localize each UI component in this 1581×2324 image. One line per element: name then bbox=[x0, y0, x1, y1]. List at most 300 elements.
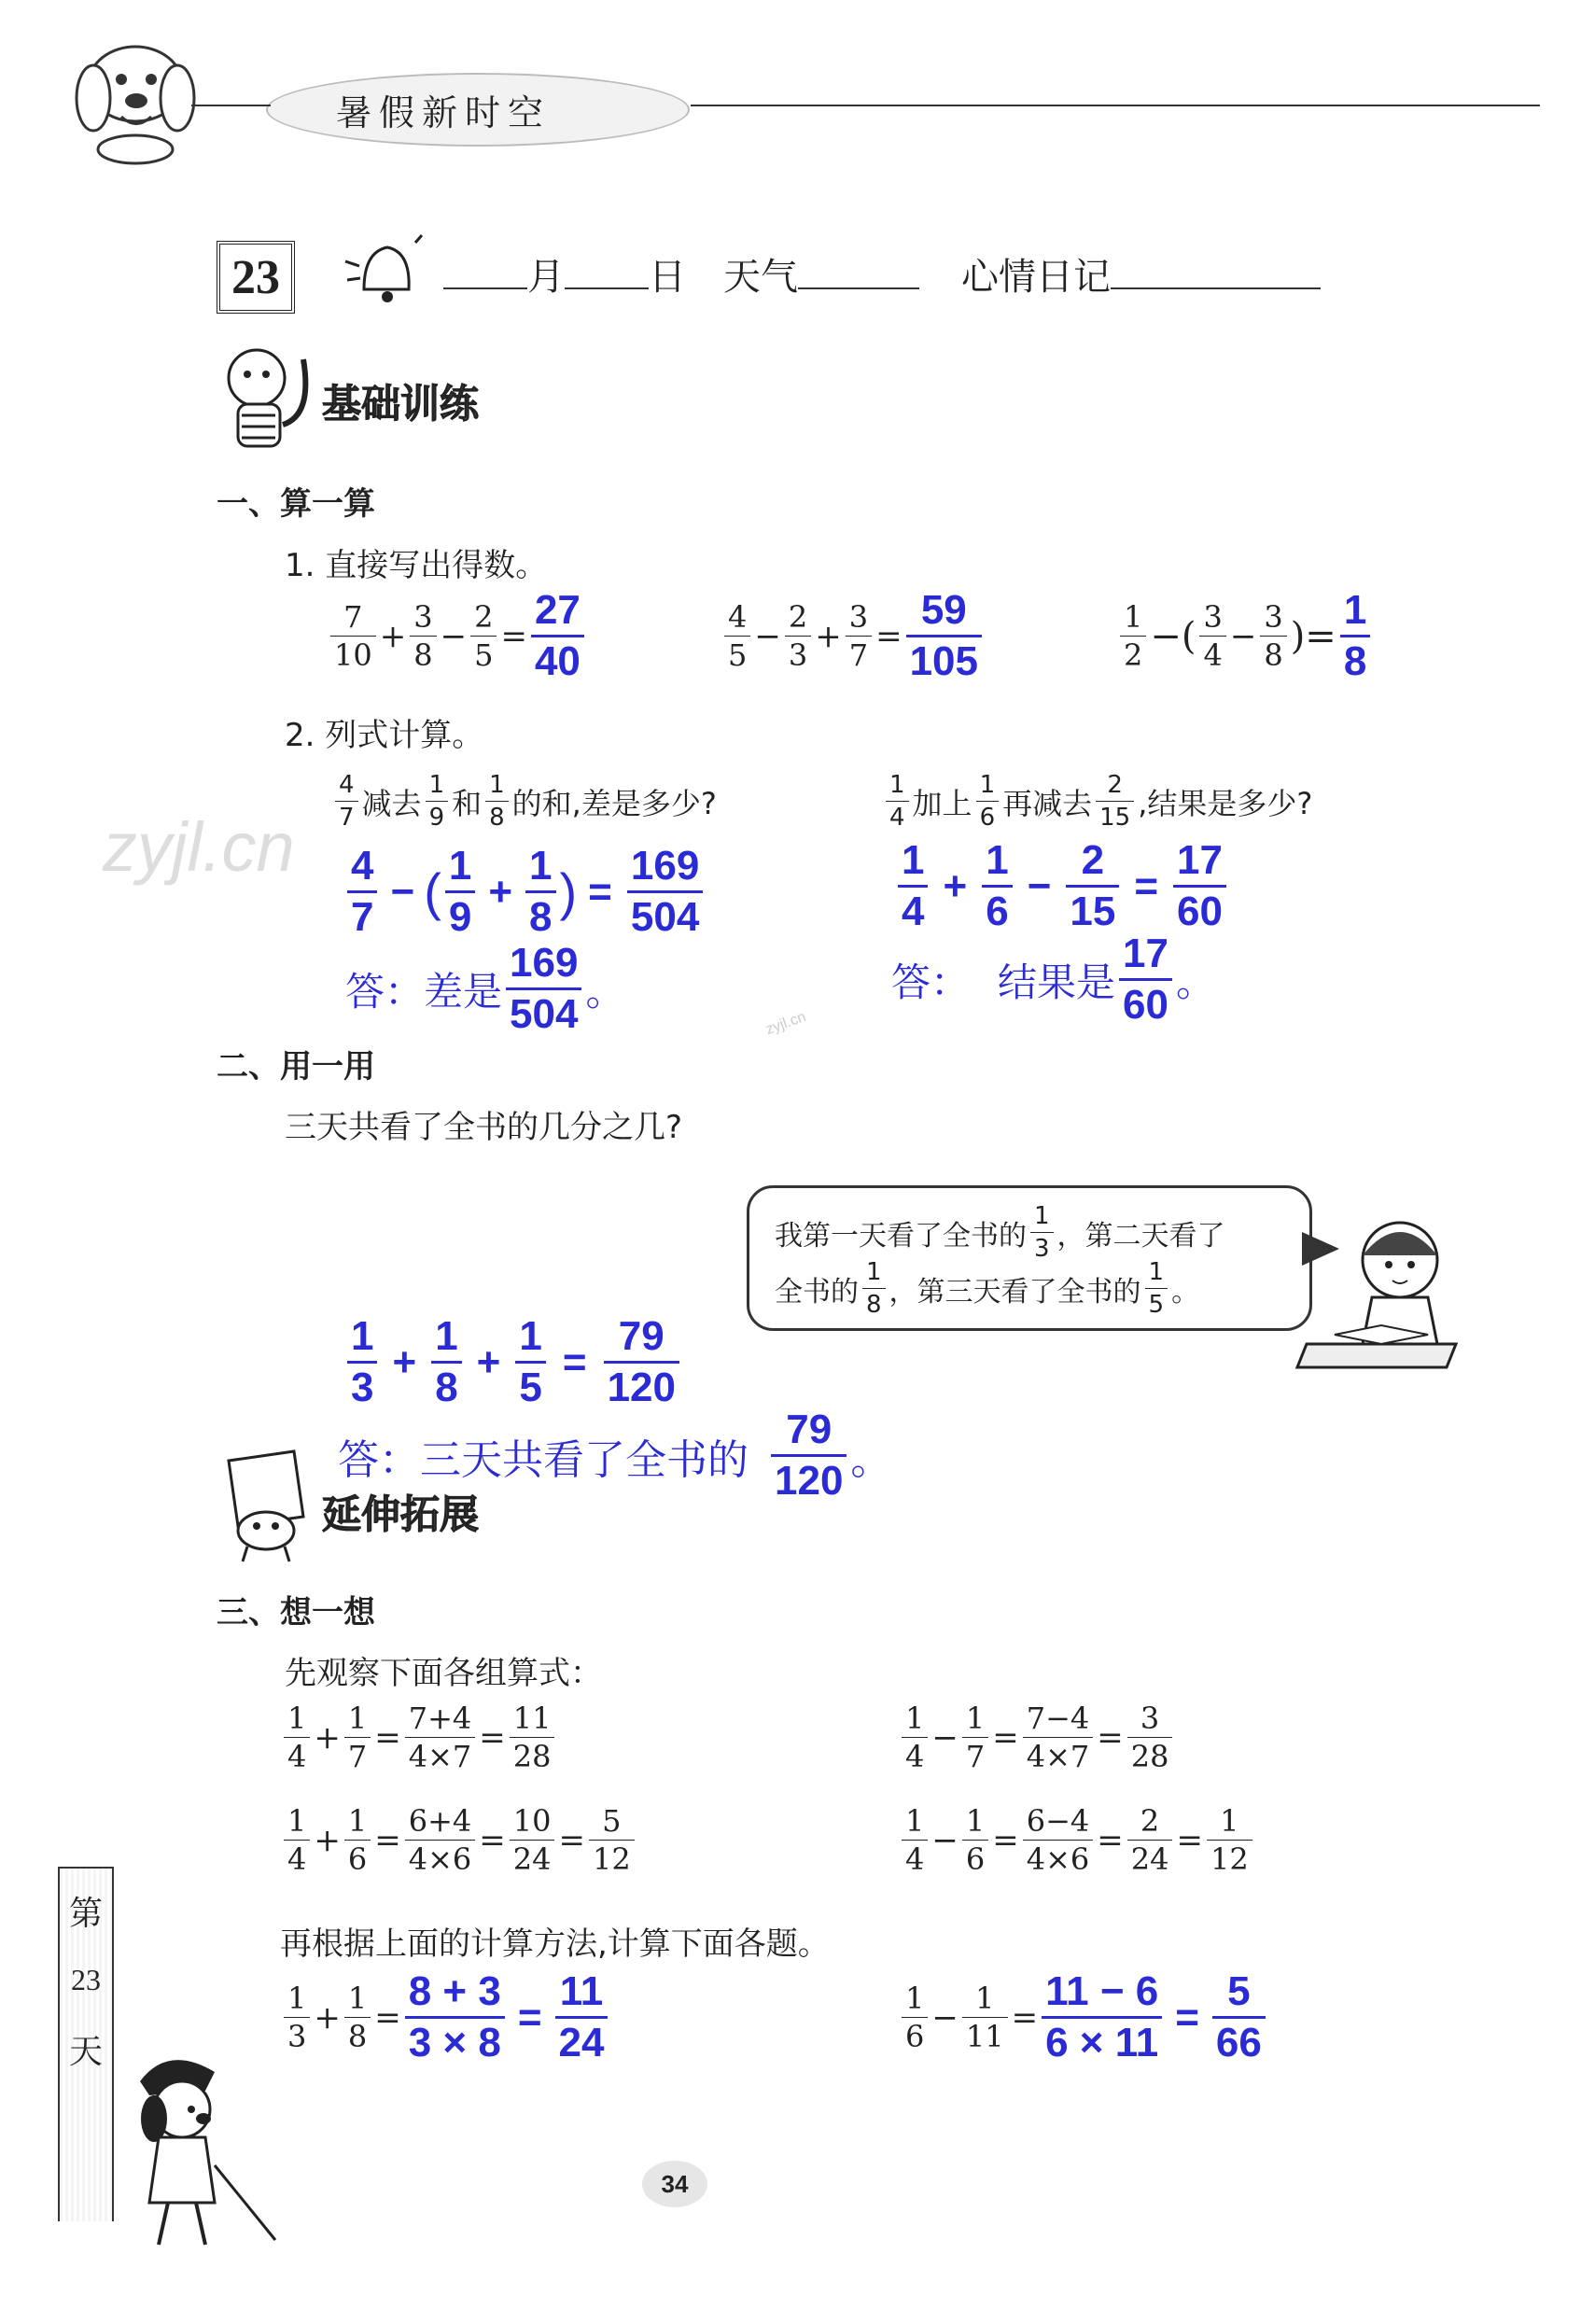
operator: + bbox=[314, 1821, 341, 1859]
numerator: 5 bbox=[1227, 1968, 1251, 2014]
numerator: 2 bbox=[1140, 1803, 1160, 1839]
fraction bbox=[344, 1701, 371, 1774]
numerator: 6−4 bbox=[1026, 1803, 1090, 1839]
operator: = bbox=[992, 1718, 1019, 1757]
side-day-tab bbox=[58, 1867, 114, 2221]
denominator: 6 bbox=[962, 1840, 988, 1874]
denominator: 4×7 bbox=[405, 1737, 476, 1771]
denominator: 120 bbox=[604, 1361, 679, 1408]
operator: ) bbox=[559, 862, 578, 921]
denominator: 28 bbox=[510, 1737, 555, 1771]
denominator: 11 bbox=[962, 2017, 1008, 2051]
numerator: 1 bbox=[529, 843, 553, 889]
numerator: 1 bbox=[986, 837, 1009, 883]
fraction bbox=[1199, 599, 1225, 673]
fraction bbox=[1066, 837, 1119, 934]
numerator: 1 bbox=[351, 1313, 374, 1359]
denominator: 7 bbox=[335, 801, 358, 830]
fraction bbox=[1173, 837, 1226, 934]
numerator: 1 bbox=[889, 771, 905, 799]
fraction bbox=[962, 1701, 988, 1774]
numerator: 1 bbox=[905, 1701, 925, 1736]
denominator: 12 bbox=[1207, 1840, 1252, 1874]
fraction bbox=[284, 1701, 310, 1774]
fraction bbox=[886, 773, 909, 830]
fraction bbox=[1127, 1701, 1173, 1774]
numerator: 1 bbox=[1124, 599, 1143, 635]
fraction bbox=[902, 1981, 928, 2054]
operator: = bbox=[1176, 1821, 1203, 1859]
denominator: 4 bbox=[886, 801, 909, 830]
answer-fraction bbox=[1042, 1968, 1162, 2065]
cartoon-dog-bottom-icon bbox=[112, 2044, 280, 2268]
numerator: 8 + 3 bbox=[408, 1968, 501, 2014]
denominator: 8 bbox=[1260, 636, 1286, 670]
operator: = bbox=[374, 1718, 401, 1757]
denominator: 24 bbox=[510, 1840, 555, 1874]
fraction bbox=[506, 940, 581, 1037]
section3-heading: 三、想一想 bbox=[217, 1594, 375, 1631]
fraction bbox=[405, 1803, 476, 1877]
numerator: 1 bbox=[347, 1701, 368, 1736]
numerator: 169 bbox=[630, 843, 700, 889]
fraction bbox=[982, 837, 1012, 934]
text: ,结果是多少? bbox=[1138, 785, 1313, 821]
example-2 bbox=[898, 1701, 1176, 1774]
fraction bbox=[1145, 1260, 1168, 1317]
operator: + bbox=[314, 1998, 341, 2037]
weather-label: 天气 bbox=[723, 256, 798, 299]
fraction bbox=[976, 773, 1000, 830]
basic-training-title: 基础训练 bbox=[322, 381, 480, 427]
weather-blank[interactable] bbox=[798, 259, 919, 289]
operator: = bbox=[1097, 1718, 1124, 1757]
header-mascot-dog bbox=[65, 28, 205, 168]
q1-expression-3 bbox=[1116, 587, 1374, 684]
numerator: 17 bbox=[1177, 837, 1223, 883]
denominator: 7 bbox=[347, 890, 377, 938]
diary-line bbox=[443, 247, 1321, 301]
fraction bbox=[862, 1260, 886, 1317]
q2-label: 2. 列式计算。 bbox=[285, 717, 484, 754]
fraction bbox=[405, 1701, 476, 1774]
operator: − bbox=[754, 617, 781, 655]
fraction bbox=[510, 1803, 555, 1877]
text: 答：差是 bbox=[345, 968, 503, 1015]
numerator: 6+4 bbox=[408, 1803, 472, 1839]
operator: ( bbox=[424, 862, 441, 921]
numerator: 1 bbox=[489, 771, 505, 799]
numerator: 1 bbox=[287, 1981, 307, 2016]
text: 答：三天共看了全书的 bbox=[338, 1435, 749, 1484]
denominator: 6 bbox=[902, 2017, 928, 2051]
denominator: 66 bbox=[1212, 2016, 1266, 2064]
numerator: 169 bbox=[510, 940, 579, 986]
section1-heading: 一、算一算 bbox=[217, 485, 375, 523]
numerator: 1 bbox=[1220, 1803, 1239, 1839]
numerator: 1 bbox=[287, 1701, 307, 1736]
side-tab-char-1: 第 bbox=[68, 1895, 103, 1933]
q1-expression-2 bbox=[721, 587, 986, 684]
numerator: 1 bbox=[1148, 1258, 1165, 1286]
numerator: 1 bbox=[519, 1313, 542, 1359]
section2-heading: 二、用一用 bbox=[217, 1048, 375, 1085]
numerator: 2 bbox=[1081, 837, 1105, 883]
operator: = bbox=[1097, 1821, 1124, 1859]
s3-instruction: 再根据上面的计算方法,计算下面各题。 bbox=[280, 1925, 830, 1963]
denominator: 4 bbox=[898, 885, 928, 932]
mood-label: 心情日记 bbox=[961, 256, 1111, 299]
fraction bbox=[604, 1313, 679, 1410]
day-number: 23 bbox=[231, 250, 280, 304]
numerator: 1 bbox=[435, 1313, 458, 1359]
operator: − bbox=[440, 617, 468, 655]
fraction bbox=[284, 1981, 310, 2054]
s2-question: 三天共看了全书的几分之几? bbox=[285, 1109, 683, 1146]
denominator: 10 bbox=[330, 636, 376, 670]
numerator: 7 bbox=[343, 599, 363, 635]
denominator: 3 bbox=[347, 1361, 377, 1408]
denominator: 3 bbox=[785, 636, 811, 670]
fraction bbox=[1127, 1803, 1173, 1877]
answer-fraction bbox=[555, 1968, 609, 2065]
day-number-box bbox=[217, 241, 295, 314]
q2-left-work bbox=[343, 843, 707, 940]
denominator: 6 bbox=[976, 801, 1000, 830]
text: 和 bbox=[452, 785, 483, 821]
fraction bbox=[898, 837, 928, 934]
numerator: 1 bbox=[1343, 587, 1367, 633]
text: 答： bbox=[891, 959, 971, 1005]
fraction bbox=[1096, 773, 1134, 830]
numerator: 11 bbox=[559, 1968, 604, 2014]
puppy-frame-mascot-icon bbox=[210, 1442, 322, 1563]
operator: )= bbox=[1290, 614, 1336, 658]
numerator: 3 bbox=[1264, 599, 1283, 635]
text: 加上 bbox=[912, 785, 972, 821]
denominator: 24 bbox=[1127, 1840, 1173, 1874]
denominator: 4 bbox=[1199, 636, 1225, 670]
fraction bbox=[785, 599, 811, 673]
operator: = bbox=[479, 1821, 506, 1859]
numerator: 1 bbox=[347, 1981, 368, 2016]
text: 。 bbox=[1171, 1275, 1200, 1309]
answer-fraction bbox=[906, 587, 982, 684]
example-1 bbox=[280, 1701, 558, 1774]
numerator: 1 bbox=[979, 771, 996, 799]
denominator: 28 bbox=[1127, 1737, 1173, 1771]
denominator: 4 bbox=[902, 1840, 928, 1874]
denominator: 5 bbox=[515, 1361, 545, 1408]
girl-reading-illustration bbox=[1288, 1204, 1475, 1391]
q2-left-answer bbox=[345, 940, 625, 1037]
header-title: 暑假新时空 bbox=[336, 92, 552, 133]
numerator: 1 bbox=[1034, 1202, 1050, 1230]
denominator: 7 bbox=[846, 636, 872, 670]
watermark-small: zyjl.cn bbox=[763, 1008, 808, 1039]
s2-work bbox=[343, 1313, 683, 1410]
denominator: 120 bbox=[771, 1454, 846, 1502]
denominator: 4 bbox=[902, 1737, 928, 1771]
text: 结果是 bbox=[998, 959, 1116, 1005]
denominator: 105 bbox=[906, 635, 982, 682]
fraction bbox=[902, 1803, 928, 1877]
denominator: 504 bbox=[506, 987, 581, 1035]
denominator: 8 bbox=[431, 1361, 461, 1408]
operator: + bbox=[379, 617, 407, 655]
numerator: 1 bbox=[902, 837, 925, 883]
text: ，第二天看了 bbox=[1056, 1219, 1225, 1253]
numerator: 1 bbox=[905, 1803, 925, 1839]
operator: − bbox=[1027, 862, 1052, 909]
q1-label: 1. 直接写出得数。 bbox=[285, 547, 548, 584]
denominator: 8 bbox=[485, 801, 509, 830]
fraction bbox=[431, 1313, 461, 1410]
operator: + bbox=[476, 1338, 501, 1385]
day-label: 日 bbox=[649, 256, 686, 299]
numerator: 3 bbox=[1140, 1701, 1160, 1736]
operator: −( bbox=[1150, 614, 1196, 658]
operator: = bbox=[1011, 1998, 1039, 2037]
denominator: 5 bbox=[470, 636, 497, 670]
numerator: 2 bbox=[788, 599, 808, 635]
operator: = bbox=[875, 617, 902, 655]
text: 。 bbox=[585, 968, 625, 1015]
side-tab-char-2: 天 bbox=[68, 2033, 103, 2071]
bubble-line-2 bbox=[775, 1260, 1199, 1317]
numerator: 1 bbox=[287, 1803, 307, 1839]
operator: − bbox=[1229, 617, 1257, 655]
operator: − bbox=[931, 1821, 958, 1859]
fraction bbox=[1030, 1204, 1054, 1261]
operator: = bbox=[479, 1718, 506, 1757]
operator: + bbox=[943, 862, 968, 909]
operator: = bbox=[992, 1821, 1019, 1859]
numerator: 1 bbox=[965, 1803, 986, 1839]
q2-right-question bbox=[882, 773, 1312, 830]
q2-right-answer bbox=[891, 933, 1215, 1026]
tiger-mascot-icon bbox=[210, 341, 322, 453]
answer-fraction bbox=[1340, 587, 1370, 684]
fraction bbox=[1120, 599, 1146, 673]
denominator: 6 bbox=[344, 1840, 371, 1874]
denominator: 4 bbox=[284, 1737, 310, 1771]
answer-fraction bbox=[531, 587, 584, 684]
text: 再减去 bbox=[1002, 785, 1093, 821]
fraction bbox=[445, 843, 475, 940]
denominator: 5 bbox=[1145, 1288, 1168, 1317]
s3-intro: 先观察下面各组算式： bbox=[285, 1655, 602, 1692]
operator: = bbox=[562, 1338, 587, 1385]
fraction bbox=[1260, 599, 1286, 673]
denominator: 4 bbox=[284, 1840, 310, 1874]
fraction bbox=[347, 843, 377, 940]
fraction bbox=[344, 1981, 371, 2054]
numerator: 3 bbox=[413, 599, 433, 635]
operator: = bbox=[374, 1998, 401, 2037]
denominator: 6 bbox=[982, 885, 1012, 932]
fraction bbox=[1207, 1803, 1252, 1877]
numerator: 4 bbox=[351, 843, 374, 889]
denominator: 8 bbox=[410, 636, 436, 670]
fraction bbox=[410, 599, 436, 673]
answer-fraction bbox=[1212, 1968, 1266, 2065]
text: 。 bbox=[850, 1435, 892, 1484]
denominator: 7 bbox=[344, 1737, 371, 1771]
fraction bbox=[426, 773, 449, 830]
q2-left-question bbox=[331, 773, 717, 830]
operator: − bbox=[931, 1718, 958, 1757]
fraction bbox=[962, 1803, 988, 1877]
fraction bbox=[589, 1803, 635, 1877]
numerator: 79 bbox=[618, 1313, 665, 1359]
fraction bbox=[515, 1313, 545, 1410]
answer-fraction bbox=[405, 1968, 505, 2065]
example-3 bbox=[280, 1803, 638, 1877]
numerator: 7−4 bbox=[1026, 1701, 1090, 1736]
mood-blank[interactable] bbox=[1111, 259, 1321, 289]
denominator: 504 bbox=[627, 890, 703, 938]
fraction bbox=[510, 1701, 555, 1774]
practice-1 bbox=[280, 1968, 611, 2065]
watermark: zyjl.cn bbox=[103, 808, 295, 886]
denominator: 9 bbox=[426, 801, 449, 830]
header-rule-right bbox=[691, 105, 1540, 106]
numerator: 1 bbox=[448, 843, 472, 889]
numerator: 11 bbox=[512, 1701, 552, 1736]
denominator: 2 bbox=[1120, 636, 1146, 670]
day-blank[interactable] bbox=[565, 259, 649, 289]
denominator: 15 bbox=[1096, 801, 1134, 830]
fraction bbox=[1023, 1803, 1094, 1877]
operator: = bbox=[374, 1821, 401, 1859]
denominator: 3 × 8 bbox=[405, 2016, 505, 2064]
operator: = bbox=[517, 1994, 542, 2040]
operator: = bbox=[500, 617, 527, 655]
page-number-badge bbox=[642, 2161, 707, 2207]
month-label: 月 bbox=[527, 256, 565, 299]
fraction bbox=[330, 599, 376, 673]
numerator: 79 bbox=[786, 1407, 832, 1452]
fraction bbox=[485, 773, 509, 830]
denominator: 8 bbox=[525, 890, 555, 938]
denominator: 4×6 bbox=[1023, 1840, 1094, 1874]
denominator: 8 bbox=[344, 2017, 371, 2051]
fraction bbox=[902, 1701, 928, 1774]
numerator: 3 bbox=[848, 599, 869, 635]
fraction bbox=[284, 1803, 310, 1877]
numerator: 7+4 bbox=[408, 1701, 472, 1736]
operator: + bbox=[392, 1338, 417, 1385]
numerator: 3 bbox=[1203, 599, 1223, 635]
operator: = bbox=[558, 1821, 585, 1859]
denominator: 4×6 bbox=[405, 1840, 476, 1874]
numerator: 1 bbox=[965, 1701, 986, 1736]
denominator: 9 bbox=[445, 890, 475, 938]
bell-icon bbox=[336, 224, 429, 317]
q2-right-work bbox=[894, 837, 1230, 934]
numerator: 1 bbox=[866, 1258, 882, 1286]
text: 我第一天看了全书的 bbox=[775, 1219, 1027, 1253]
fraction bbox=[1023, 1701, 1094, 1774]
numerator: 1 bbox=[347, 1803, 368, 1839]
fraction bbox=[962, 1981, 1008, 2054]
numerator: 11 − 6 bbox=[1045, 1968, 1159, 2014]
fraction bbox=[846, 599, 872, 673]
numerator: 1 bbox=[975, 1981, 995, 2016]
numerator: 1 bbox=[428, 771, 445, 799]
extension-title: 延伸拓展 bbox=[322, 1491, 480, 1537]
text: 减去 bbox=[361, 785, 422, 821]
denominator: 4×7 bbox=[1023, 1737, 1094, 1771]
text: 的和,差是多少? bbox=[511, 785, 717, 821]
denominator: 8 bbox=[1340, 635, 1370, 682]
denominator: 7 bbox=[962, 1737, 988, 1771]
header-rule-left bbox=[191, 105, 271, 106]
numerator: 10 bbox=[512, 1803, 552, 1839]
q1-expression-1 bbox=[327, 587, 588, 684]
month-blank[interactable] bbox=[443, 259, 527, 289]
numerator: 1 bbox=[905, 1981, 925, 2016]
numerator: 17 bbox=[1123, 931, 1168, 976]
denominator: 3 bbox=[284, 2017, 310, 2051]
fraction bbox=[1119, 933, 1172, 1026]
numerator: 59 bbox=[920, 587, 967, 633]
operator: − bbox=[390, 868, 415, 915]
numerator: 27 bbox=[534, 587, 581, 633]
fraction bbox=[344, 1803, 371, 1877]
denominator: 60 bbox=[1119, 978, 1172, 1026]
numerator: 2 bbox=[1107, 771, 1123, 799]
operator: − bbox=[931, 1998, 958, 2037]
denominator: 5 bbox=[724, 636, 750, 670]
fraction bbox=[627, 843, 703, 940]
fraction bbox=[335, 773, 358, 830]
operator: + bbox=[314, 1718, 341, 1757]
bubble-line-1 bbox=[775, 1204, 1225, 1261]
fraction bbox=[470, 599, 497, 673]
denominator: 60 bbox=[1173, 885, 1226, 932]
denominator: 8 bbox=[862, 1288, 886, 1317]
fraction bbox=[724, 599, 750, 673]
text: 全书的 bbox=[775, 1275, 859, 1309]
operator: = bbox=[1134, 862, 1159, 909]
text: ，第三天看了全书的 bbox=[888, 1275, 1141, 1309]
operator: = bbox=[1175, 1994, 1199, 2040]
denominator: 3 bbox=[1030, 1232, 1054, 1261]
fraction bbox=[525, 843, 555, 940]
example-4 bbox=[898, 1803, 1256, 1877]
practice-2 bbox=[898, 1968, 1269, 2065]
fraction bbox=[771, 1409, 846, 1502]
operator: + bbox=[815, 617, 842, 655]
denominator: 15 bbox=[1066, 885, 1119, 932]
text: 。 bbox=[1175, 959, 1215, 1005]
side-tab-number: 23 bbox=[71, 1963, 101, 1996]
denominator: 40 bbox=[531, 635, 584, 682]
numerator: 4 bbox=[339, 771, 355, 799]
denominator: 24 bbox=[555, 2016, 609, 2064]
numerator: 2 bbox=[474, 599, 494, 635]
numerator: 4 bbox=[728, 599, 748, 635]
operator: = bbox=[588, 868, 612, 915]
denominator: 12 bbox=[589, 1840, 635, 1874]
operator: + bbox=[488, 868, 513, 915]
numerator: 5 bbox=[602, 1803, 622, 1839]
page-number: 34 bbox=[661, 2169, 689, 2198]
fraction bbox=[347, 1313, 377, 1410]
denominator: 6 × 11 bbox=[1042, 2016, 1162, 2064]
